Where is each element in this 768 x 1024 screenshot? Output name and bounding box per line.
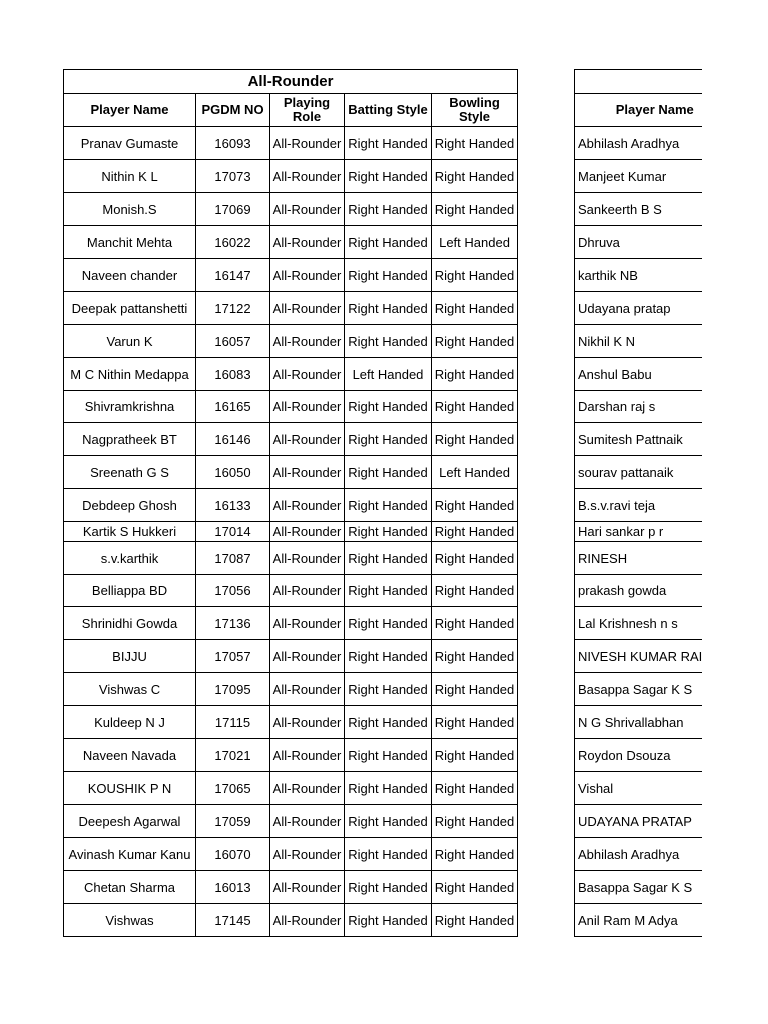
playing-role-cell: All-Rounder [270,542,345,575]
pgdm-no-cell: 16050 [196,456,270,489]
table-row [575,292,703,325]
table-row [64,805,518,838]
table-row [64,456,518,489]
table-row [64,542,518,575]
player-name-cell: RINESH [575,542,703,575]
table-row [575,904,703,937]
player-name-cell: Nithin K L [64,160,196,193]
pgdm-no-cell: 17087 [196,542,270,575]
second-table-title [575,70,703,94]
player-name-cell: Udayana pratap [575,292,703,325]
playing-role-cell: All-Rounder [270,838,345,871]
batting-style-cell: Right Handed [345,489,432,522]
table-row [64,871,518,904]
player-name-cell: Darshan raj s [575,391,703,423]
playing-role-cell: All-Rounder [270,193,345,226]
bowling-style-cell: Right Handed [432,739,518,772]
player-name-cell: Monish.S [64,193,196,226]
pgdm-no-cell: 17059 [196,805,270,838]
table-row [575,325,703,358]
table-row [64,226,518,259]
player-name-cell: M C Nithin Medappa [64,358,196,391]
playing-role-cell: All-Rounder [270,640,345,673]
header-pgdm-no: PGDM NO [196,94,270,127]
second-table-rows [575,127,703,937]
table-row [64,391,518,423]
table-title: All-Rounder [64,70,518,94]
pgdm-no-cell: 16022 [196,226,270,259]
player-name-cell: Deepak pattanshetti [64,292,196,325]
batting-style-cell: Right Handed [345,259,432,292]
bowling-style-cell: Right Handed [432,640,518,673]
bowling-style-cell: Right Handed [432,805,518,838]
table-row [64,292,518,325]
player-name-cell: Nagpratheek BT [64,423,196,456]
playing-role-cell: All-Rounder [270,456,345,489]
player-name-cell: Debdeep Ghosh [64,489,196,522]
batting-style-cell: Right Handed [345,292,432,325]
pgdm-no-cell: 17014 [196,522,270,542]
second-table-clip [574,0,702,1024]
player-name-cell: Anil Ram M Adya [575,904,703,937]
bowling-style-cell: Right Handed [432,292,518,325]
table-row [64,127,518,160]
pgdm-no-cell: 17056 [196,575,270,607]
table-row [575,542,703,575]
playing-role-cell: All-Rounder [270,739,345,772]
batting-style-cell: Right Handed [345,542,432,575]
table-row [575,358,703,391]
all-rounder-rows [64,127,518,937]
bowling-style-cell: Right Handed [432,838,518,871]
bowling-style-cell: Right Handed [432,575,518,607]
batting-style-cell: Right Handed [345,160,432,193]
player-name-cell: Vishal [575,772,703,805]
player-name-cell: Nikhil K N [575,325,703,358]
batting-style-cell: Right Handed [345,739,432,772]
table-row [575,739,703,772]
playing-role-cell: All-Rounder [270,522,345,542]
batting-style-cell: Right Handed [345,391,432,423]
table-row [575,193,703,226]
batting-style-cell: Right Handed [345,640,432,673]
table-row [575,391,703,423]
table-row [575,456,703,489]
batting-style-cell: Right Handed [345,805,432,838]
playing-role-cell: All-Rounder [270,259,345,292]
playing-role-cell: All-Rounder [270,358,345,391]
player-name-cell: Naveen Navada [64,739,196,772]
player-name-cell: sourav pattanaik [575,456,703,489]
table-row [64,706,518,739]
player-name-cell: Belliappa BD [64,575,196,607]
bowling-style-cell: Right Handed [432,423,518,456]
playing-role-cell: All-Rounder [270,423,345,456]
player-name-cell: Abhilash Aradhya [575,127,703,160]
player-name-cell: Pranav Gumaste [64,127,196,160]
bowling-style-cell: Left Handed [432,456,518,489]
player-name-cell: Shrinidhi Gowda [64,607,196,640]
all-rounder-table [63,69,518,937]
player-name-cell: Anshul Babu [575,358,703,391]
pgdm-no-cell: 17115 [196,706,270,739]
batting-style-cell: Right Handed [345,838,432,871]
table-row [64,489,518,522]
bowling-style-cell: Left Handed [432,226,518,259]
player-name-cell: Shivramkrishna [64,391,196,423]
batting-style-cell: Right Handed [345,607,432,640]
table-row [575,423,703,456]
player-name-cell: Basappa Sagar K S [575,673,703,706]
playing-role-cell: All-Rounder [270,904,345,937]
table-row [64,522,518,542]
batting-style-cell: Right Handed [345,904,432,937]
pgdm-no-cell: 17069 [196,193,270,226]
table-row [575,160,703,193]
table-row [64,358,518,391]
bowling-style-cell: Right Handed [432,904,518,937]
playing-role-cell: All-Rounder [270,127,345,160]
table-row [64,325,518,358]
batting-style-cell: Right Handed [345,193,432,226]
header-bowling-style: Bowling Style [432,94,518,127]
bowling-style-cell: Right Handed [432,489,518,522]
batting-style-cell: Right Handed [345,456,432,489]
player-name-cell: Abhilash Aradhya [575,838,703,871]
batting-style-cell: Right Handed [345,871,432,904]
table-row [575,772,703,805]
bowling-style-cell: Right Handed [432,607,518,640]
playing-role-cell: All-Rounder [270,489,345,522]
bowling-style-cell: Right Handed [432,160,518,193]
table-row [575,575,703,607]
table-row [575,522,703,542]
table-row [64,838,518,871]
table-row [575,838,703,871]
batting-style-cell: Right Handed [345,423,432,456]
table-row [575,706,703,739]
player-name-cell: BIJJU [64,640,196,673]
playing-role-cell: All-Rounder [270,607,345,640]
table-row [64,160,518,193]
player-name-cell: Deepesh Agarwal [64,805,196,838]
bowling-style-cell: Right Handed [432,127,518,160]
pgdm-no-cell: 16133 [196,489,270,522]
bowling-style-cell: Right Handed [432,542,518,575]
player-name-cell: Vishwas C [64,673,196,706]
bowling-style-cell: Right Handed [432,325,518,358]
pgdm-no-cell: 16147 [196,259,270,292]
player-name-cell: KOUSHIK P N [64,772,196,805]
bowling-style-cell: Right Handed [432,391,518,423]
player-name-cell: Kartik S Hukkeri [64,522,196,542]
pgdm-no-cell: 17122 [196,292,270,325]
playing-role-cell: All-Rounder [270,772,345,805]
pgdm-no-cell: 17021 [196,739,270,772]
player-name-cell: Chetan Sharma [64,871,196,904]
table-row [64,259,518,292]
player-name-cell: Manchit Mehta [64,226,196,259]
player-name-cell: Hari sankar p r [575,522,703,542]
playing-role-cell: All-Rounder [270,325,345,358]
playing-role-cell: All-Rounder [270,673,345,706]
batting-style-cell: Right Handed [345,522,432,542]
batting-style-cell: Left Handed [345,358,432,391]
table-row [64,193,518,226]
player-name-cell: Vishwas [64,904,196,937]
bowling-style-cell: Right Handed [432,673,518,706]
player-name-cell: s.v.karthik [64,542,196,575]
player-name-cell: Varun K [64,325,196,358]
playing-role-cell: All-Rounder [270,226,345,259]
player-name-cell: Avinash Kumar Kanu [64,838,196,871]
batting-style-cell: Right Handed [345,772,432,805]
batting-style-cell: Right Handed [345,575,432,607]
player-name-cell: Roydon Dsouza [575,739,703,772]
header-player-name-2: Player Name [575,94,703,127]
player-name-cell: Kuldeep N J [64,706,196,739]
player-name-cell: Sumitesh Pattnaik [575,423,703,456]
playing-role-cell: All-Rounder [270,391,345,423]
player-name-cell: Manjeet Kumar [575,160,703,193]
table-row [575,673,703,706]
batting-style-cell: Right Handed [345,226,432,259]
player-name-cell: B.s.v.ravi teja [575,489,703,522]
table-row [575,259,703,292]
table-row [575,607,703,640]
table-row [64,673,518,706]
batting-style-cell: Right Handed [345,673,432,706]
header-player-name: Player Name [64,94,196,127]
pgdm-no-cell: 16013 [196,871,270,904]
playing-role-cell: All-Rounder [270,292,345,325]
batting-style-cell: Right Handed [345,325,432,358]
pgdm-no-cell: 17073 [196,160,270,193]
table-row [64,772,518,805]
table-row [64,640,518,673]
playing-role-cell: All-Rounder [270,160,345,193]
pgdm-no-cell: 17057 [196,640,270,673]
playing-role-cell: All-Rounder [270,706,345,739]
batting-style-cell: Right Handed [345,706,432,739]
player-name-cell: Dhruva [575,226,703,259]
table-row [575,127,703,160]
playing-role-cell: All-Rounder [270,805,345,838]
bowling-style-cell: Right Handed [432,706,518,739]
player-name-cell: Naveen chander [64,259,196,292]
bowling-style-cell: Right Handed [432,358,518,391]
pgdm-no-cell: 16146 [196,423,270,456]
pgdm-no-cell: 16070 [196,838,270,871]
player-name-cell: Lal Krishnesh n s [575,607,703,640]
bowling-style-cell: Right Handed [432,259,518,292]
table-row [64,607,518,640]
pgdm-no-cell: 17065 [196,772,270,805]
player-name-cell: prakash gowda [575,575,703,607]
pgdm-no-cell: 16165 [196,391,270,423]
table-row [575,805,703,838]
table-row [575,640,703,673]
player-name-cell: N G Shrivallabhan [575,706,703,739]
player-name-cell: NIVESH KUMAR RAI [575,640,703,673]
second-player-table [574,69,702,937]
player-name-cell: Sreenath G S [64,456,196,489]
bowling-style-cell: Right Handed [432,871,518,904]
table-row [64,904,518,937]
pgdm-no-cell: 16057 [196,325,270,358]
table-row [575,226,703,259]
player-name-cell: karthik NB [575,259,703,292]
player-name-cell: Sankeerth B S [575,193,703,226]
table-row [64,575,518,607]
table-row [64,423,518,456]
pgdm-no-cell: 17145 [196,904,270,937]
pgdm-no-cell: 17095 [196,673,270,706]
pgdm-no-cell: 16083 [196,358,270,391]
table-row [575,871,703,904]
bowling-style-cell: Right Handed [432,522,518,542]
pgdm-no-cell: 17136 [196,607,270,640]
playing-role-cell: All-Rounder [270,871,345,904]
player-name-cell: UDAYANA PRATAP [575,805,703,838]
pgdm-no-cell: 16093 [196,127,270,160]
header-batting-style: Batting Style [345,94,432,127]
bowling-style-cell: Right Handed [432,772,518,805]
player-name-cell: Basappa Sagar K S [575,871,703,904]
table-row [64,739,518,772]
playing-role-cell: All-Rounder [270,575,345,607]
header-playing-role: Playing Role [270,94,345,127]
table-row [575,489,703,522]
bowling-style-cell: Right Handed [432,193,518,226]
batting-style-cell: Right Handed [345,127,432,160]
